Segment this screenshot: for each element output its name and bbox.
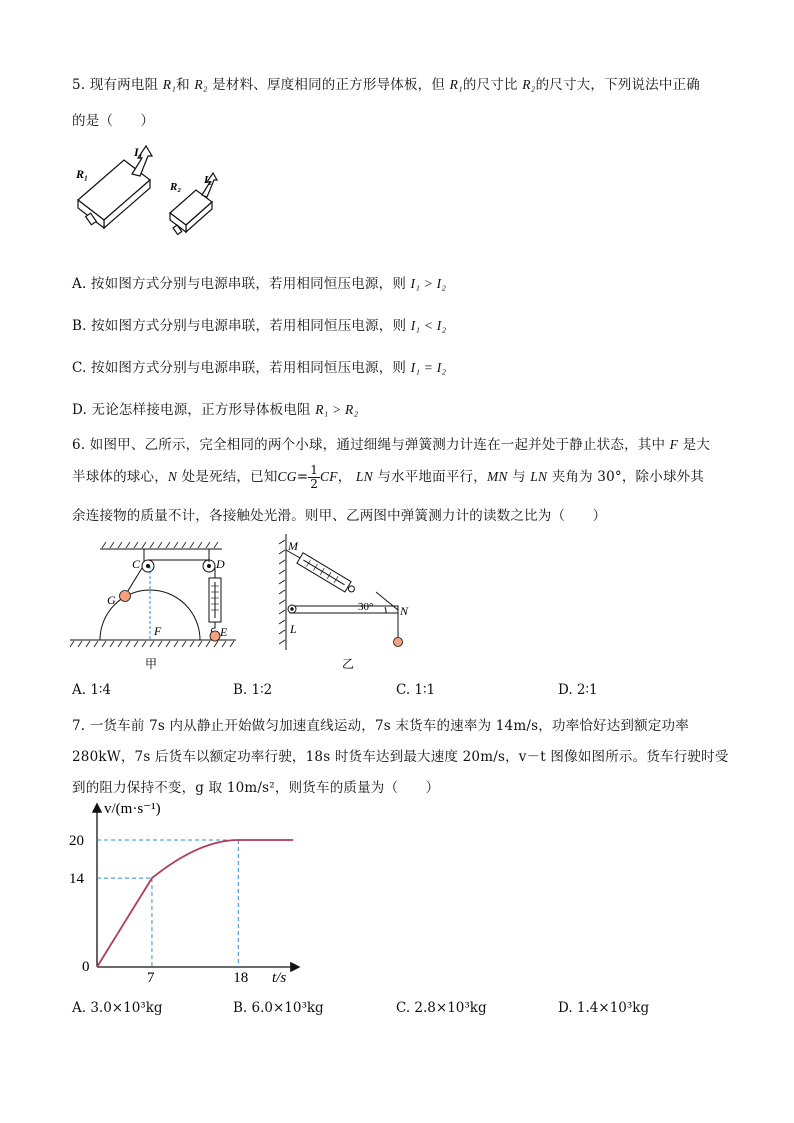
label-r1: R₁ <box>76 167 89 181</box>
svg-text:F: F <box>154 624 162 638</box>
q5-option-c[interactable]: C. 按如图方式分别与电源串联，若用相同恒压电源，则 I₁ = I₂ <box>72 360 447 376</box>
svg-text:G: G <box>107 593 116 607</box>
label-i2: I₂ <box>204 174 213 186</box>
vt-chart <box>60 795 310 990</box>
series-line <box>97 840 293 967</box>
svg-text:N: N <box>400 604 409 618</box>
q7-line3: 到的阻力保持不变，g 取 10m/s²，则货车的质量为（ ） <box>72 780 440 796</box>
q6-option-d[interactable]: D. 2∶1 <box>558 682 598 698</box>
caption-yi: 乙 <box>342 657 355 671</box>
q6-option-a[interactable]: A. 1∶4 <box>72 682 112 698</box>
y-axis-label: v/(m·s⁻¹) <box>104 801 161 817</box>
q7-option-d[interactable]: D. 1.4×10³kg <box>558 1000 650 1016</box>
q5-option-a[interactable]: A. 按如图方式分别与电源串联，若用相同恒压电源，则 I₁ > I₂ <box>72 276 447 292</box>
q7-option-b[interactable]: B. 6.0×10³kg <box>233 1000 324 1016</box>
svg-text:C: C <box>132 557 141 571</box>
y-tick-label: 14 <box>69 871 84 888</box>
x-axis-label: t/s <box>272 970 287 986</box>
label-i1: I₁ <box>134 145 143 159</box>
q5-option-b[interactable]: B. 按如图方式分别与电源串联，若用相同恒压电源，则 I₁ < I₂ <box>72 318 447 334</box>
q6-line2: 半球体的球心，N 处是死结，已知CG= $\frac{1}{2}$ CF， LN 与水平地面平行，MN 与 LN 夹角为 30°，除小球外其 <box>72 463 705 491</box>
x-tick-label: 7 <box>146 970 155 986</box>
q7-line2: 280kW，7s 后货车以额定功率行驶，18s 时货车达到最大速度 20m/s，v－t 图像如图所示。货车行驶时受 <box>72 749 729 765</box>
y-tick-label: 20 <box>69 833 84 849</box>
q7-option-c[interactable]: C. 2.8×10³kg <box>396 1000 487 1016</box>
q6-option-c[interactable]: C. 1∶1 <box>396 682 436 698</box>
angle-label: 30° <box>358 601 374 613</box>
svg-text:D: D <box>216 557 225 571</box>
caption-jia: 甲 <box>145 657 158 671</box>
q7-option-a[interactable]: A. 3.0×10³kg <box>72 1000 163 1016</box>
q6-line1: 6. 如图甲、乙所示，完全相同的两个小球，通过细绳与弹簧测力计连在一起并处于静止状态，其中 F 是大 <box>72 437 711 453</box>
q6-option-b[interactable]: B. 1∶2 <box>233 682 273 698</box>
svg-text:L: L <box>290 622 297 636</box>
q5-line1: 5. 现有两电阻 R₁和 R₂ 是材料、厚度相同的正方形导体板，但 R₁的尺寸比 R₂的尺寸大，下列说法中正确 <box>72 77 700 93</box>
q6-figure-jia <box>70 538 240 673</box>
svg-text:E: E <box>220 625 228 639</box>
q6-figure-yi <box>270 530 420 675</box>
origin-label: 0 <box>82 959 90 975</box>
q5-line2: 的是（ ） <box>72 113 155 129</box>
q5-figure <box>72 138 232 243</box>
label-r2: R₂ <box>170 181 182 193</box>
q5-option-d[interactable]: D. 无论怎样接电源，正方形导体板电阻 R₁ > R₂ <box>72 402 359 418</box>
svg-text:M: M <box>288 539 298 553</box>
x-tick-label: 18 <box>233 970 249 986</box>
q6-line3: 余连接物的质量不计，各接触处光滑。则甲、乙两图中弹簧测力计的读数之比为（ ） <box>72 508 607 524</box>
q7-line1: 7. 一货车前 7s 内从静止开始做匀加速直线运动，7s 末货车的速率为 14m/s，功率恰好达到额定功率 <box>72 718 689 734</box>
